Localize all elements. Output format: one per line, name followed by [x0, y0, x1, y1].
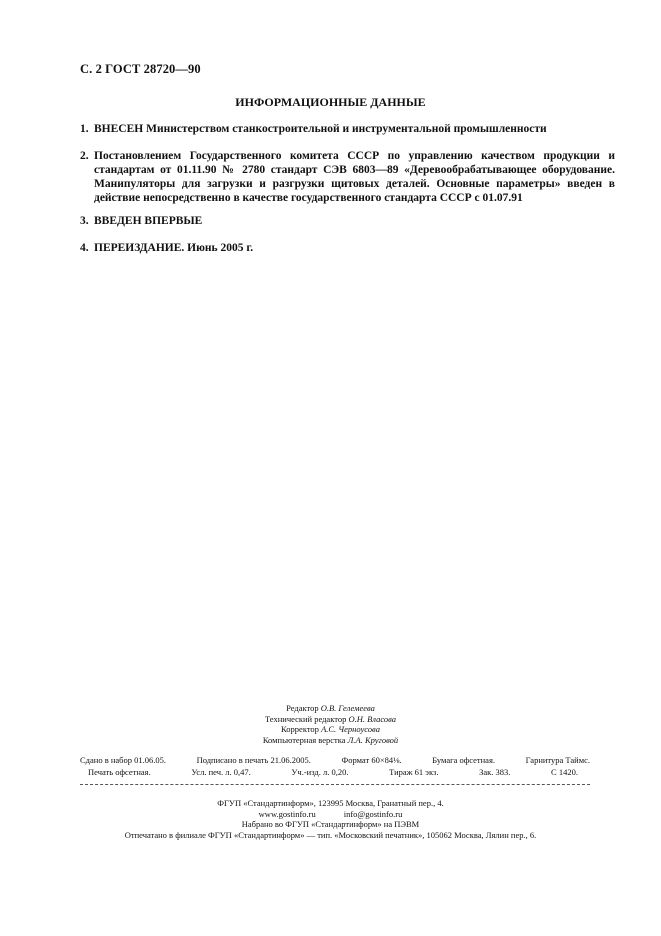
publisher-footer	[0, 798, 661, 840]
pub-cell: Сдано в набор 01.06.05.	[80, 755, 166, 765]
credit-name: А.С. Черноусова	[321, 724, 380, 734]
website-link: www.gostinfo.ru	[258, 808, 316, 819]
item-number: 4.	[80, 242, 89, 254]
credit-line	[0, 735, 661, 746]
pub-cell: Подписано в печать 21.06.2005.	[196, 755, 311, 765]
credit-label: Редактор	[286, 703, 319, 713]
pub-cell: Усл. печ. л. 0,47.	[191, 767, 251, 777]
pub-cell: Бумага офсетная.	[432, 755, 495, 765]
item-text: Постановлением Государственного комитета СССР по управлению качеством продукции и стандартам от 01.11.90 № 2780 стандарт СЭВ 6803—89 «Деревообрабатывающее оборудование. Манипуляторы для загрузки и разгрузки щитовых деталей. Основные параметры» введен в действие непосредственно в качестве государственного стандарта СССР с 01.07.91	[94, 150, 615, 204]
credit-name: Л.А. Круговой	[347, 734, 399, 745]
credit-line	[0, 714, 661, 725]
email-link: info@gostinfo.ru	[343, 808, 403, 819]
item-lead: ВНЕСЕН	[94, 123, 144, 135]
info-item-3	[80, 214, 615, 228]
item-number: 1.	[80, 123, 89, 135]
pub-cell: Формат 60×84⅛.	[341, 755, 402, 765]
pub-cell: Гарнитура Таймс.	[525, 755, 590, 765]
credit-name: О.В. Гелемеева	[320, 703, 375, 713]
item-number: 3.	[80, 215, 89, 227]
item-text: Июнь 2005 г.	[184, 242, 254, 254]
publisher-address: ФГУП «Стандартинформ», 123995 Москва, Гранатный пер., 4.	[217, 798, 444, 808]
info-item-1	[80, 122, 615, 136]
pub-cell: Печать офсетная.	[88, 767, 151, 777]
credit-name: О.Н. Власова	[348, 713, 397, 724]
item-number: 2.	[80, 150, 89, 162]
info-item-4	[80, 241, 615, 255]
publication-row-2	[88, 767, 578, 777]
item-text: Министерством станкостроительной и инструментальной промышленности	[143, 123, 547, 135]
credit-line	[0, 724, 661, 735]
pub-cell: Уч.-изд. л. 0,20.	[291, 767, 349, 777]
info-item-2	[80, 149, 615, 205]
divider	[80, 784, 590, 785]
pub-cell: Зак. 383.	[479, 767, 511, 777]
page-reference: С. 2 ГОСТ 28720—90	[80, 62, 201, 76]
pub-cell: Тираж 61 экз.	[389, 767, 439, 777]
credit-line	[0, 703, 661, 714]
section-title: ИНФОРМАЦИОННЫЕ ДАННЫЕ	[235, 95, 426, 109]
credit-label: Корректор	[281, 724, 319, 734]
typeset-note: Набрано во ФГУП «Стандартинформ» на ПЭВМ	[241, 819, 420, 829]
printing-note: Отпечатано в филиале ФГУП «Стандартинформ» — тип. «Московский печатник», 105062 Москва, Лялин пер., 6.	[124, 829, 537, 840]
item-lead: ВВЕДЕН ВПЕРВЫЕ	[94, 215, 203, 227]
pub-cell: С 1420.	[551, 767, 578, 777]
item-lead: ПЕРЕИЗДАНИЕ.	[94, 242, 185, 254]
publication-row-1	[80, 755, 590, 765]
publisher-contacts	[0, 809, 661, 820]
editorial-credits	[0, 703, 661, 745]
credit-label: Компьютерная верстка	[262, 734, 346, 745]
credit-label: Технический редактор	[264, 713, 347, 724]
